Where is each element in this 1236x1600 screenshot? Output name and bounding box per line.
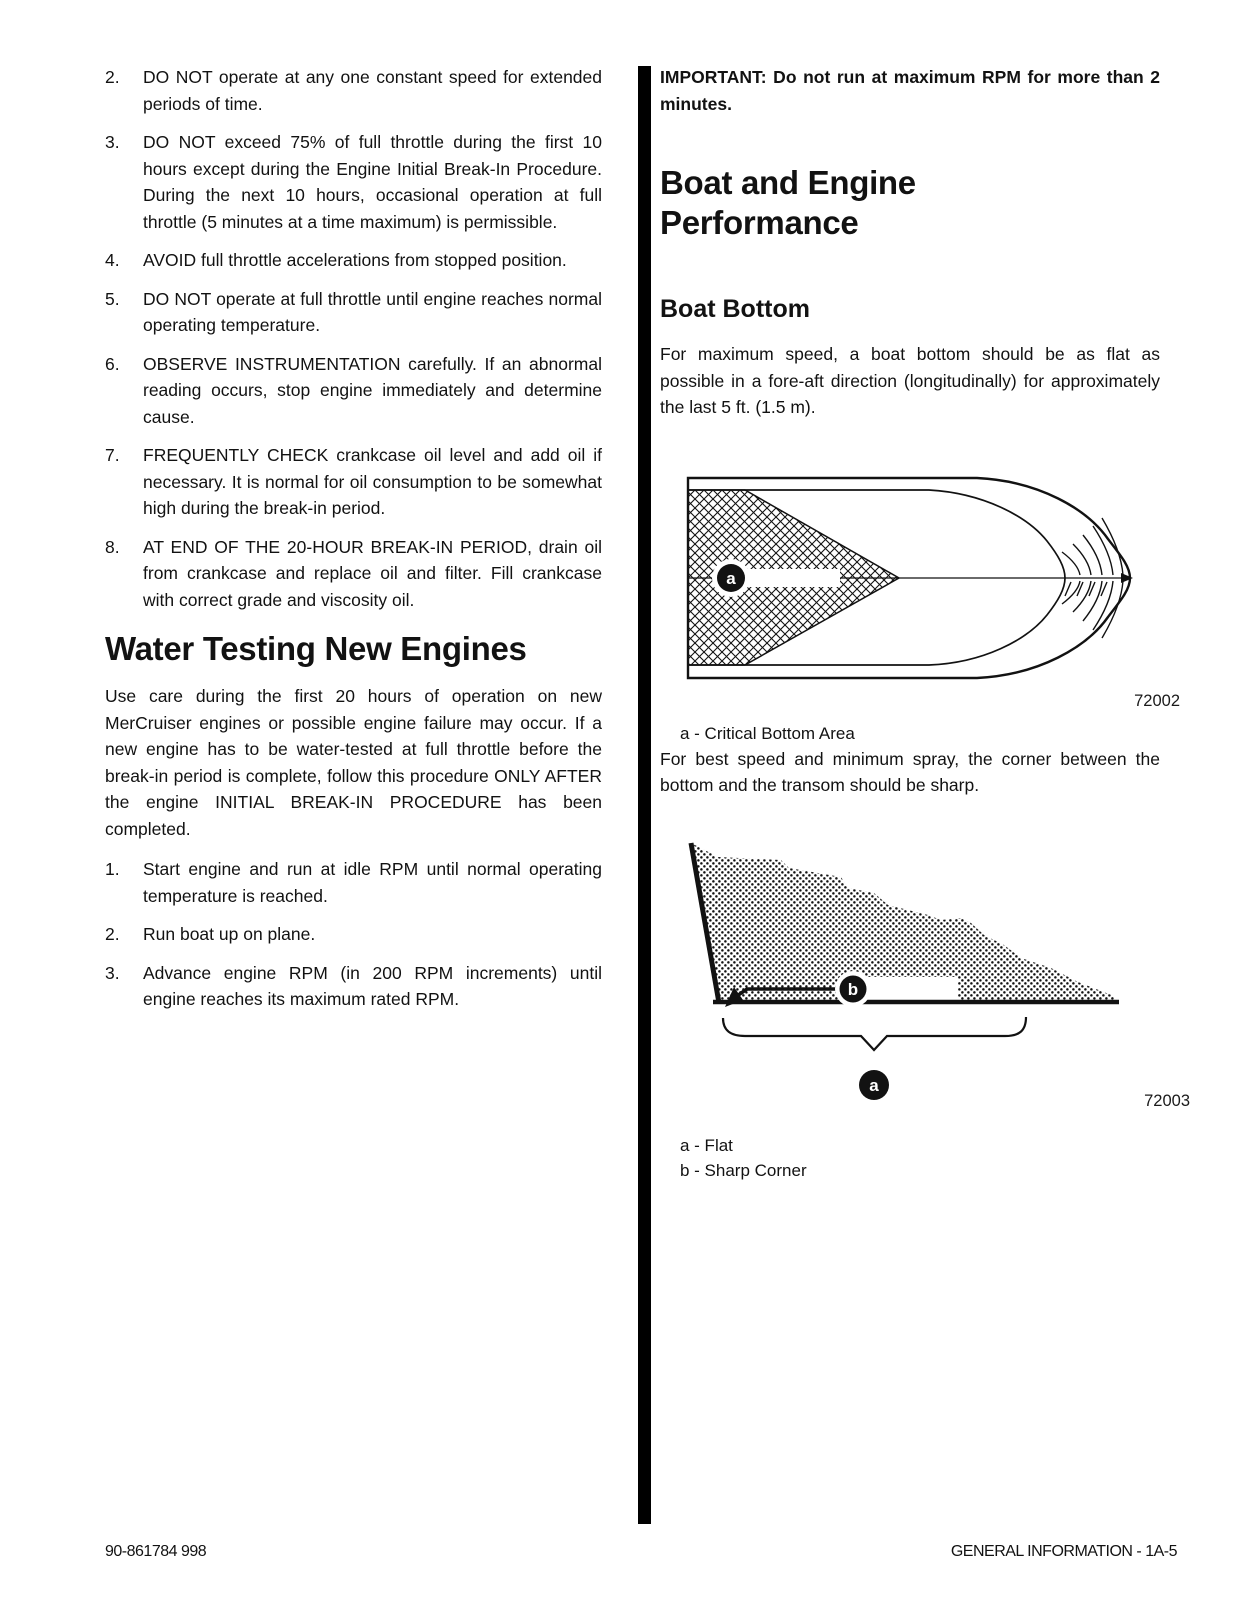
list-item-text: Advance engine RPM (in 200 RPM increments) until engine reaches its maximum rated RPM. xyxy=(143,962,602,1009)
marker-a-label: a xyxy=(869,1075,879,1095)
footer-section-page: GENERAL INFORMATION - 1A-5 xyxy=(950,1543,1177,1560)
list-item-number: 2. xyxy=(105,67,120,87)
figure-number: 72003 xyxy=(1144,1091,1190,1110)
list-item xyxy=(105,64,602,117)
list-item xyxy=(105,129,602,235)
list-item-text: DO NOT operate at full throttle until engine reaches normal operating temperature. xyxy=(143,288,602,335)
list-item-number: 4. xyxy=(105,250,120,270)
list-item-text: Run boat up on plane. xyxy=(143,924,316,944)
list-item xyxy=(105,286,602,339)
list-item-number: 3. xyxy=(105,132,120,152)
figure-caption: a - Critical Bottom Area xyxy=(680,723,855,743)
figure-caption: a - Flat xyxy=(680,1135,733,1155)
section-heading-water-testing: Water Testing New Engines xyxy=(105,630,527,667)
figure-boat-bottom xyxy=(677,463,1139,685)
list-item xyxy=(105,921,602,948)
marker-a-label: a xyxy=(726,568,736,588)
list-item xyxy=(105,351,602,431)
list-item xyxy=(105,960,602,1013)
list-item-number: 8. xyxy=(105,536,120,557)
list-item xyxy=(105,442,602,522)
flat-span-brace xyxy=(723,1017,1026,1050)
list-item-text: DO NOT exceed 75% of full throttle during the first 10 hours except during the Engine Initial Break-In Procedure. During the next 10 hours, occasional operation at full throttle (5 minutes at a time maximum) is permissible. xyxy=(143,132,602,232)
figure-number: 72002 xyxy=(1134,691,1180,710)
subsection-heading-boat-bottom: Boat Bottom xyxy=(660,295,810,323)
list-item-text: OBSERVE INSTRUMENTATION carefully. If an abnormal reading occurs, stop engine immediately and determine cause. xyxy=(143,353,602,427)
list-item-text: DO NOT operate at any one constant speed for extended periods of time. xyxy=(143,67,602,114)
section-heading-boat-engine-performance: Boat and Engine Performance xyxy=(660,164,916,241)
list-item xyxy=(105,247,602,274)
list-item-number: 7. xyxy=(105,445,120,465)
boat-bottom-drawing xyxy=(677,463,1139,685)
marker-a-icon xyxy=(712,559,750,597)
list-item xyxy=(105,856,602,909)
left-column xyxy=(105,64,602,1025)
transom-corner-paragraph: For best speed and minimum spray, the corner between the bottom and the transom should be sharp. xyxy=(660,748,1160,795)
list-item-number: 1. xyxy=(105,859,120,879)
marker-slot xyxy=(866,977,958,1002)
column-divider-rule xyxy=(638,66,651,1524)
list-item-text: AVOID full throttle accelerations from stopped position. xyxy=(143,250,567,270)
list-item-text: AT END OF THE 20-HOUR BREAK-IN PERIOD, drain oil from crankcase and replace oil and filter. Fill crankcase with correct grade and viscosity oil. xyxy=(143,536,602,610)
marker-b-label: b xyxy=(847,979,859,999)
boat-bottom-paragraph: For maximum speed, a boat bottom should be as flat as possible in a fore-aft direction (longitudinally) for approximately the last 5 ft. (1.5 m). xyxy=(660,344,1160,417)
important-note: IMPORTANT: Do not run at maximum RPM for more than 2 minutes. xyxy=(660,67,1160,114)
list-item-number: 6. xyxy=(105,353,120,374)
list-item-number: 2. xyxy=(105,924,120,944)
centerline-arrowhead xyxy=(1121,573,1133,583)
footer-document-number: 90-861784 998 xyxy=(105,1543,207,1560)
list-item xyxy=(105,534,602,614)
figure-transom-corner xyxy=(685,835,1190,1110)
marker-a-icon xyxy=(859,1070,889,1100)
water-testing-intro-paragraph: Use care during the first 20 hours of operation on new MerCruiser engines or possible engine failure may occur. If a new engine has to be water-tested at full throttle before the break-in period is complete, follow this procedure ONLY AFTER the engine INITIAL BREAK-IN PROCEDURE has been completed. xyxy=(105,686,602,839)
transom-corner-drawing xyxy=(685,835,1135,1107)
list-item-text: Start engine and run at idle RPM until normal operating temperature is reached. xyxy=(143,859,602,906)
figure-caption: b - Sharp Corner xyxy=(680,1160,807,1180)
marker-b-icon xyxy=(835,971,871,1007)
list-item-text: FREQUENTLY CHECK crankcase oil level and add oil if necessary. It is normal for oil consumption to be somewhat high during the break-in period. xyxy=(143,445,602,518)
list-item-number: 5. xyxy=(105,288,120,309)
right-column xyxy=(660,64,1190,1183)
list-item-number: 3. xyxy=(105,962,120,983)
